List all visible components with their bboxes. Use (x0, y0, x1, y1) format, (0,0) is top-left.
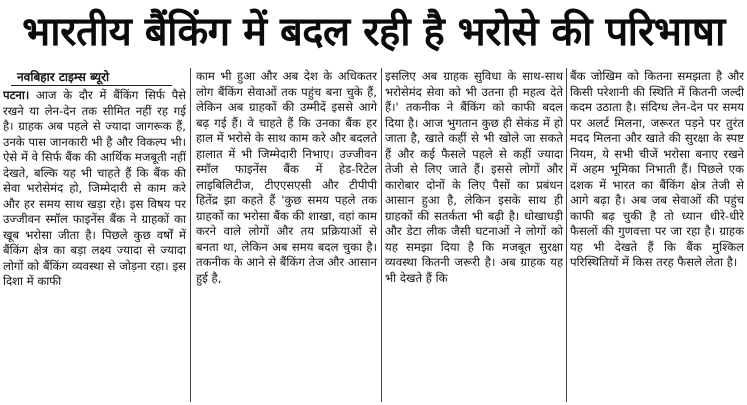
article-column-1 (3, 69, 186, 403)
column-divider (381, 68, 382, 402)
article-column-2 (196, 69, 377, 403)
column-divider (190, 68, 191, 402)
column-4-text: बैंक जोखिम को कितना समझता है और किसी परेशानी की स्थिति में कितनी जल्दी कदम उठाता है। संदिग्ध लेन-देन पर समय पर अलर्ट मिलना, जरूरत पड़ने पर तुरंत मदद मिलना और खाते की सुरक्षा के स्पष्ट नियम, ये सभी चीजें भरोसा बनाए रखने में अहम भूमिका निभाती हैं। पिछले एक दशक में भारत का बैंकिंग क्षेत्र तेजी से आगे बढ़ा है। अब जब सेवाओं की पहुंच काफी बढ़ चुकी है तो ध्यान धीरे-धीरे फैसलों की गुणवत्ता पर जा रहा है। ग्राहक यह भी देखते हैं कि बैंक मुश्किल परिस्थितियों में किस तरह फैसले लेता है। (570, 69, 744, 269)
column-divider (566, 68, 567, 402)
article-column-3 (385, 69, 563, 403)
column-1-text (3, 88, 186, 290)
byline: नवबिहार टाइम्स ब्यूरो (11, 69, 172, 86)
article-headline: भारतीय बैंकिंग में बदल रही है भरोसे की परिभाषा (22, 9, 725, 55)
column-2-text: काम भी हुआ और अब देश के अधिकतर लोग बैंकिंग सेवाओं तक पहुंच बना चुके हैं, लेकिन अब ग्राहकों की उम्मीदें इससे आगे बढ़ गई हैं। वे चाहते हैं कि उनका बैंक हर हाल में भरोसे के साथ काम करे और बदलते हालात में भी जिम्मेदारी निभाए। उज्जीवन स्मॉल फाइनेंस बैंक में हेड-रिटेल लाइबिलिटीज, टीएएसएसी और टीपीपी हितेंद्र झा कहते हैं 'कुछ समय पहले तक ग्राहकों का भरोसा बैंक की शाखा, वहां काम करने वाले लोगों और तय प्रक्रियाओं से बनता था, लेकिन अब समय बदल चुका है। तकनीक के आने से बैंकिंग तेज और आसान हुई है, (196, 69, 377, 285)
dateline: पटना। (3, 88, 30, 102)
column-1-body: आज के दौर में बैंकिंग सिर्फ पैसे रखने या लेन-देन तक सीमित नहीं रह गई है। ग्राहक अब पहले से ज्यादा जागरूक हैं, उनके पास जानकारी भी है और विकल्प भी। ऐसे में वे सिर्फ बैंक की आर्थिक मजबूती नहीं देखते, बल्कि यह भी चाहते हैं कि बैंक की सेवा भरोसेमंद हो, जिम्मेदारी से काम करे और हर समय साथ खड़ा रहे। इस विषय पर उज्जीवन स्मॉल फाइनेंस बैंक ने ग्राहकों का खूब भरोसा जीता है। पिछले कुछ वर्षों में बैंकिंग क्षेत्र का बड़ा लक्ष्य ज्यादा से ज्यादा लोगों को बैंकिंग व्यवस्था से जोड़ना रहा। इस दिशा में काफी (3, 88, 186, 288)
article-column-4 (570, 69, 744, 403)
column-3-text: इसलिए अब ग्राहक सुविधा के साथ-साथ भरोसेमंद सेवा को भी उतना ही महत्व देते हैं।' तकनीक ने बैंकिंग को काफी बदल दिया है। आज भुगतान कुछ ही सेकंड में हो जाता है, खाते कहीं से भी खोले जा सकते हैं और कई फैसले पहले से कहीं ज्यादा तेजी से लिए जाते हैं। इससे लोगों और कारोबार दोनों के लिए पैसों का प्रबंधन आसान हुआ है, लेकिन इसके साथ ही ग्राहकों की सतर्कता भी बढ़ी है। धोखाधड़ी और डेटा लीक जैसी घटनाओं ने लोगों को यह समझा दिया है कि मजबूत सुरक्षा व्यवस्था कितनी जरूरी है। अब ग्राहक यह भी देखते हैं कि (385, 69, 563, 285)
